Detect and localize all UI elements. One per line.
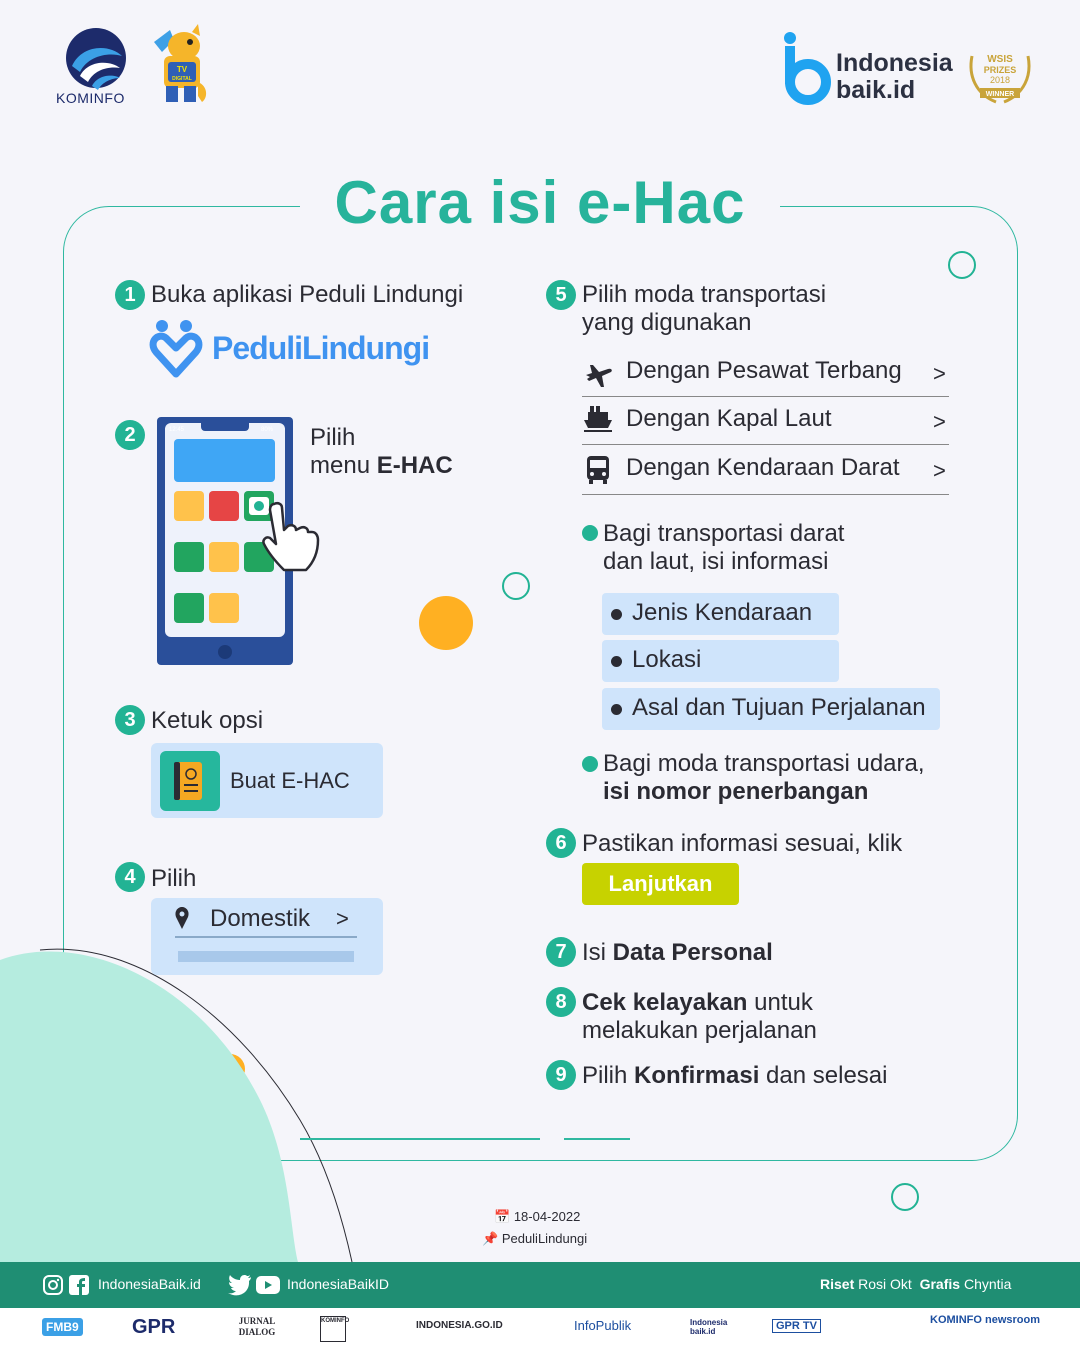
note1-line2: dan laut, isi informasi xyxy=(603,548,829,575)
chevron-right-icon: > xyxy=(336,906,349,931)
step2-line2-pre: menu xyxy=(310,452,377,479)
grafis-name: Chyntia xyxy=(963,1276,1012,1292)
wsis-line2: PRIZES xyxy=(983,65,1017,75)
step8-line2: melakukan perjalanan xyxy=(582,1017,817,1044)
step5-text xyxy=(582,281,826,337)
deco-line xyxy=(564,1138,630,1140)
bus-icon xyxy=(582,453,614,485)
pedulilindungi-wordmark: PeduliLindungi xyxy=(212,330,430,366)
credits xyxy=(820,1276,1011,1292)
logo-fmb9[interactable]: FMB9 xyxy=(42,1318,83,1336)
social-handle-id[interactable]: IndonesiaBaikID xyxy=(287,1276,389,1292)
indonesiabaik-logo-icon xyxy=(782,30,832,106)
step2-line2-bold: E-HAC xyxy=(376,452,453,479)
note1-line1: Bagi transportasi darat xyxy=(603,520,845,547)
step-number: 3 xyxy=(115,705,145,735)
deco-ring xyxy=(948,251,976,279)
pill-bullet xyxy=(611,609,622,620)
mascot-digital-text: DIGITAL xyxy=(172,76,192,82)
pedulilindungi-logo-icon xyxy=(150,318,202,378)
mascot-tv-text: TV xyxy=(176,65,188,74)
placeholder-bar xyxy=(178,951,354,962)
lanjutkan-button[interactable]: Lanjutkan xyxy=(582,863,739,905)
phone-battery: 80% xyxy=(261,427,274,433)
location-pin-icon xyxy=(175,907,189,929)
step8-line1 xyxy=(582,989,817,1017)
step7-bold: Data Personal xyxy=(612,939,773,966)
step-number: 4 xyxy=(115,862,145,892)
tv-digital-mascot-icon xyxy=(148,22,210,108)
domestik-option[interactable]: Domestik xyxy=(210,905,311,932)
deco-ring xyxy=(502,572,530,600)
step6-text: Pastikan informasi sesuai, klik xyxy=(582,830,903,857)
date-text: 18-04-2022 xyxy=(513,1209,581,1224)
note2-text xyxy=(603,750,925,806)
step7-pre: Isi xyxy=(582,939,613,966)
page-title: Cara isi e-Hac xyxy=(334,169,746,236)
step-number: 8 xyxy=(546,987,576,1017)
deco-ring xyxy=(891,1183,919,1211)
wsis-line3: 2018 xyxy=(989,75,1011,85)
phone-time: 12:45 xyxy=(169,427,185,433)
logo-indonesia-go-id[interactable]: INDONESIA.GO.ID xyxy=(416,1320,503,1331)
logo-gpr-tv[interactable]: GPR TV xyxy=(772,1319,821,1333)
step7-text xyxy=(582,939,773,967)
note1-text xyxy=(603,520,844,576)
passport-icon xyxy=(172,760,208,802)
wsis-prizes-badge-icon xyxy=(966,46,1034,108)
step5-line2: yang digunakan xyxy=(582,309,752,336)
calendar-icon: 📅 xyxy=(494,1209,511,1224)
wsis-line1: WSIS xyxy=(987,54,1013,65)
riset-label: Riset xyxy=(820,1276,855,1292)
deco-dot xyxy=(419,596,473,650)
ship-icon xyxy=(582,402,614,434)
field-label: Lokasi xyxy=(632,646,702,673)
field-label: Jenis Kendaraan xyxy=(632,599,813,626)
step4-text: Pilih xyxy=(151,865,197,892)
step1-text: Buka aplikasi Peduli Lindungi xyxy=(151,281,464,308)
step-number: 6 xyxy=(546,828,576,858)
step9-post: dan selesai xyxy=(759,1062,888,1089)
twitter-icon[interactable] xyxy=(228,1275,252,1295)
hand-pointer-icon xyxy=(258,500,322,574)
indonesiabaik-wordmark xyxy=(836,50,953,104)
step9-pre: Pilih xyxy=(582,1062,635,1089)
step-number: 1 xyxy=(115,280,145,310)
grafis-label: Grafis xyxy=(919,1276,961,1292)
step2-line2 xyxy=(310,452,453,480)
chevron-right-icon: > xyxy=(933,458,946,483)
step8-bold: Cek kelayakan xyxy=(582,989,748,1016)
step-number: 5 xyxy=(546,280,576,310)
instagram-icon[interactable] xyxy=(42,1274,64,1296)
date-row xyxy=(494,1209,580,1225)
source-text: PeduliLindungi xyxy=(501,1231,588,1246)
deco-wave xyxy=(0,940,360,1270)
logo-kominfo-newsroom[interactable]: KOMINFO newsroom xyxy=(930,1314,1041,1326)
logo-jurnal-dialog[interactable]: JURNAL DIALOG xyxy=(238,1316,276,1337)
chevron-right-icon: > xyxy=(933,409,946,434)
social-handle-web[interactable]: IndonesiaBaik.id xyxy=(98,1276,201,1292)
logo-gpr[interactable]: GPR xyxy=(132,1316,176,1338)
pill-bullet xyxy=(611,656,622,667)
step9-bold: Konfirmasi xyxy=(634,1062,760,1089)
logo-infopublik[interactable]: InfoPublik xyxy=(574,1318,632,1333)
bullet xyxy=(582,756,598,772)
chevron-right-icon: > xyxy=(933,361,946,386)
step8-text xyxy=(582,989,817,1045)
riset-name: Rosi Okt xyxy=(858,1276,912,1292)
kominfo-label: KOMINFO xyxy=(56,90,125,106)
divider xyxy=(175,936,357,938)
step-number: 9 xyxy=(546,1060,576,1090)
note2-line1: Bagi moda transportasi udara, xyxy=(603,750,925,777)
buat-ehac-label: Buat E-HAC xyxy=(230,768,350,793)
deco-line xyxy=(300,1138,540,1140)
bullet xyxy=(582,525,598,541)
mode-label: Dengan Kendaraan Darat xyxy=(626,454,900,481)
mode-label: Dengan Pesawat Terbang xyxy=(626,357,902,384)
pill-bullet xyxy=(611,704,622,715)
youtube-icon[interactable] xyxy=(255,1275,281,1295)
step9-text xyxy=(582,1062,887,1090)
step3-text: Ketuk opsi xyxy=(151,707,264,734)
ib-line2: baik.id xyxy=(836,76,916,104)
logo-kominfo-square[interactable]: KOMINFO xyxy=(320,1316,346,1342)
step2-text xyxy=(310,424,453,480)
pin-icon: 📌 xyxy=(482,1231,499,1246)
airplane-icon xyxy=(582,357,614,389)
step-number: 7 xyxy=(546,937,576,967)
step-number: 2 xyxy=(115,420,145,450)
field-label: Asal dan Tujuan Perjalanan xyxy=(632,694,926,721)
wsis-line4: WINNER xyxy=(985,91,1015,98)
step2-line1: Pilih xyxy=(310,424,356,451)
note2-line2: isi nomor penerbangan xyxy=(603,778,869,805)
mode-label: Dengan Kapal Laut xyxy=(626,405,832,432)
logo-indonesiabaik[interactable]: Indonesia baik.id xyxy=(690,1318,728,1336)
step8-post: untuk xyxy=(747,989,813,1016)
facebook-icon[interactable] xyxy=(68,1274,90,1296)
step5-line1: Pilih moda transportasi xyxy=(582,281,827,308)
ib-line1: Indonesia xyxy=(836,49,953,77)
source-row xyxy=(482,1231,587,1247)
